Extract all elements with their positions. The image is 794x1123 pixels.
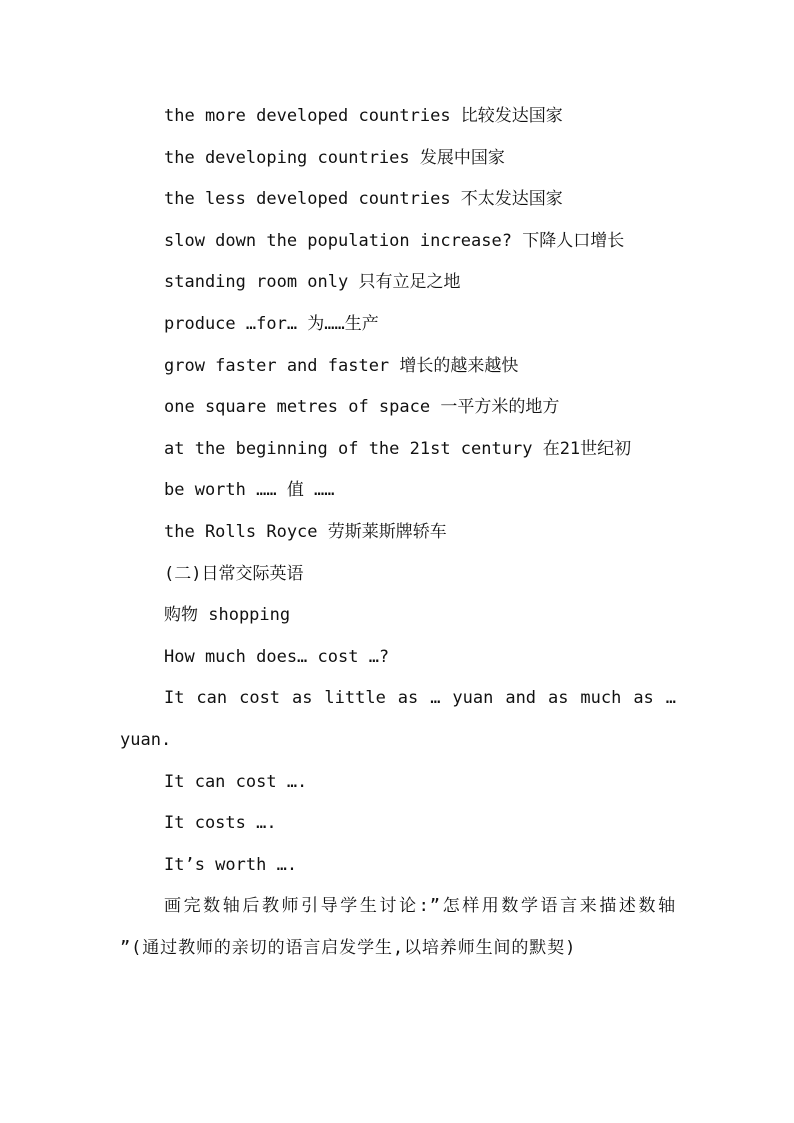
cost-paragraph: It can cost as little as … yuan and as much as … yuan.	[120, 688, 676, 750]
text-line: at the beginning of the 21st century 在21世纪初	[164, 438, 632, 459]
text-line: produce …for… 为……生产	[164, 313, 379, 334]
text-line: the more developed countries 比较发达国家	[164, 106, 563, 126]
text-line: It’s worth ….	[164, 854, 298, 875]
text-line: standing room only 只有立足之地	[164, 272, 461, 293]
text-line: the less developed countries 不太发达国家	[164, 189, 563, 210]
text-line: be worth …… 值 ……	[164, 480, 335, 501]
text-line: the Rolls Royce 劳斯莱斯牌轿车	[164, 521, 447, 542]
text-line: grow faster and faster 增长的越来越快	[164, 355, 519, 376]
text-line: the developing countries 发展中国家	[164, 147, 505, 168]
text-line: It can cost ….	[164, 771, 308, 792]
closing-paragraph: 画完数轴后教师引导学生讨论:”怎样用数学语言来描述数轴 ”(通过教师的亲切的语言启发学生,以培养师生间的默契)	[120, 896, 676, 958]
section-heading: (二)日常交际英语	[164, 563, 304, 584]
text-line: one square metres of space 一平方米的地方	[164, 397, 560, 418]
text-line: slow down the population increase? 下降人口增长	[164, 230, 625, 251]
text-line: How much does… cost …?	[164, 646, 390, 667]
document-body	[120, 96, 676, 969]
topic-heading: 购物 shopping	[164, 605, 291, 626]
text-line: It costs ….	[164, 813, 277, 834]
